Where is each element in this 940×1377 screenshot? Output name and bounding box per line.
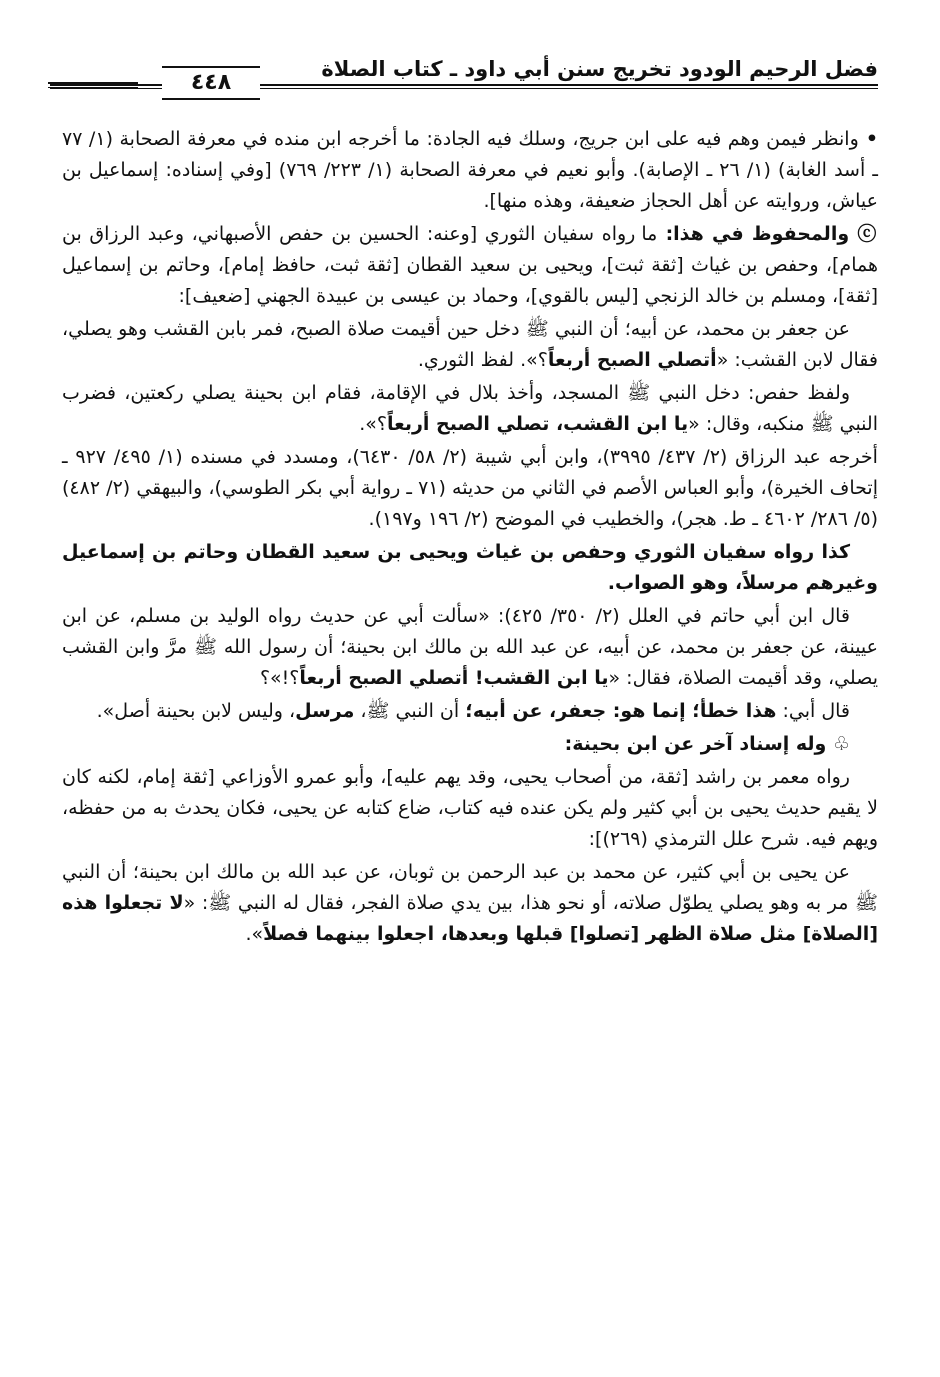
text-run: أخرجه عبد الرزاق (٢/ ٤٣٧/ ٣٩٩٥)، وابن أبي شيبة (٢/ ٥٨/ ٦٤٣٠)، ومسدد في مسنده (١/ ٤٩٥/ ٩٢٧ ـ إتحاف الخيرة)، وأبو العباس الأصم في الثاني من حديثه (٧١ ـ رواية أبي بكر الطوسي)، والبيهقي (٢/ ٤٨٢) (٥/ ٢٨٦/ ٤٦٠٢ ـ ط. هجر)، والخطيب في الموضح (٢/ ١٩٦ و١٩٧). [62, 446, 878, 530]
paragraph [62, 442, 878, 535]
text-run: ؟!»؟ [259, 667, 300, 689]
page-number-ornament [50, 64, 340, 104]
ornament-rule [48, 87, 138, 88]
bold-text: مرسل [295, 700, 355, 722]
paragraph [62, 219, 878, 312]
text-run: رواه معمر بن راشد [ثقة، من أصحاب يحيى، وقد يهم عليه]، وأبو عمرو الأوزاعي [ثقة إمام، لكنه كان لا يقيم حديث يحيى بن أبي كثير ولم يكن عنده فيه كتاب، ضاع كتابه عن يحيى، فكان يحدث به من حفظه، ويهم فيه. شرح علل الترمذي (٢٦٩)]: [62, 766, 878, 850]
paragraph [62, 762, 878, 855]
ornament-rule [48, 82, 138, 84]
paragraph [62, 857, 878, 950]
paragraph [62, 729, 878, 760]
paragraph [62, 696, 878, 727]
bold-text: أتصلي الصبح أربعاً [547, 349, 717, 371]
text-run: قال أبي: [776, 700, 850, 722]
text-run: ؟». لفظ الثوري. [417, 349, 548, 371]
bold-text: • [858, 128, 878, 150]
text-run: ، وليس لابن بحينة أصل». [96, 700, 296, 722]
bold-text: يا ابن القشب، تصلي الصبح أربعاً [387, 413, 689, 435]
text-run: ولفظ حفص: دخل النبي ﷺ المسجد، وأخذ بلال في الإقامة، فقام ابن بحينة يصلي ركعتين، فضرب النبي ﷺ منكبه، وقال: « [62, 382, 878, 435]
paragraph [62, 537, 878, 599]
bold-text: هذا خطأ؛ إنما هو: جعفر، عن أبيه؛ [465, 700, 777, 722]
text-run: ما رواه سفيان الثوري [وعنه: الحسين بن حفص الأصبهاني، وعبد الرزاق بن همام]، وحفص بن غياث [ثقة ثبت]، ويحيى بن سعيد القطان [ثقة ثبت، حافظ إمام]، وحاتم بن إسماعيل [ثقة]، ومسلم بن خالد الزنجي [ليس بالقوي]، وحماد بن عيسى بن عبيدة الجهني [ضعيف]: [62, 223, 878, 307]
bold-text: ♧ وله إسناد آخر عن ابن بحينة: [564, 733, 850, 755]
paragraph [62, 124, 878, 217]
text-run: ؟». [359, 413, 387, 435]
text-run: ». [245, 923, 264, 945]
text-run: عن يحيى بن أبي كثير، عن محمد بن عبد الرحمن بن ثوبان، عن عبد الله بن مالك ابن بحينة؛ أن النبي ﷺ مر به وهو يصلي يطوّل صلاته، أو نحو هذا، بين يدي صلاة الفجر، فقال له النبي ﷺ: « [62, 861, 878, 914]
bold-text: لا تجعلوا هذه [الصلاة] مثل صلاة الظهر [تصلوا] قبلها وبعدها، اجعلوا بينهما فصلاً [62, 892, 878, 945]
bold-text: يا ابن القشب! أتصلي الصبح أربعاً [299, 667, 609, 689]
text-run: قال ابن أبي حاتم في العلل (٢/ ٣٥٠/ ٤٢٥): «سألت أبي عن حديث رواه الوليد بن مسلم، عن ابن عيينة، عن جعفر بن محمد، عن أبيه، عن عبد الله بن مالك ابن بحينة؛ أن رسول الله ﷺ مرَّ وابن القشب يصلي، وقد أقيمت الصلاة، فقال: « [62, 605, 878, 689]
bold-text: كذا رواه سفيان الثوري وحفص بن غياث ويحيى بن سعيد القطان وحاتم بن إسماعيل وغيرهم مرسلاً، وهو الصواب. [62, 541, 878, 594]
text-run: أن النبي ﷺ، [354, 700, 466, 722]
paragraph [62, 378, 878, 440]
text-run: عن جعفر بن محمد، عن أبيه؛ أن النبي ﷺ دخل حين أقيمت صلاة الصبح، فمر بابن القشب وهو يصلي، فقال لابن القشب: « [62, 318, 878, 371]
page-number: ٤٤٨ [190, 70, 232, 95]
paragraph [62, 601, 878, 694]
bold-text: ⓒ والمحفوظ في هذا: [657, 223, 878, 245]
paragraph [62, 314, 878, 376]
running-title: فضل الرحيم الودود تخريج سنن أبي داود ـ كتاب الصلاة [321, 57, 878, 81]
text-run: وانظر فيمن وهم فيه على ابن جريج، وسلك فيه الجادة: ما أخرجه ابن منده في معرفة الصحابة (١/ ٧٧ ـ أسد الغابة) (١/ ٢٦ ـ الإصابة). وأبو نعيم في معرفة الصحابة (١/ ٢٢٣/ ٧٦٩) [وفي إسناده: إسماعيل بن عياش، وروايته عن أهل الحجاز ضعيفة، وهذه منها]. [62, 128, 878, 212]
body-text [62, 124, 878, 952]
page-number-box [162, 64, 260, 102]
